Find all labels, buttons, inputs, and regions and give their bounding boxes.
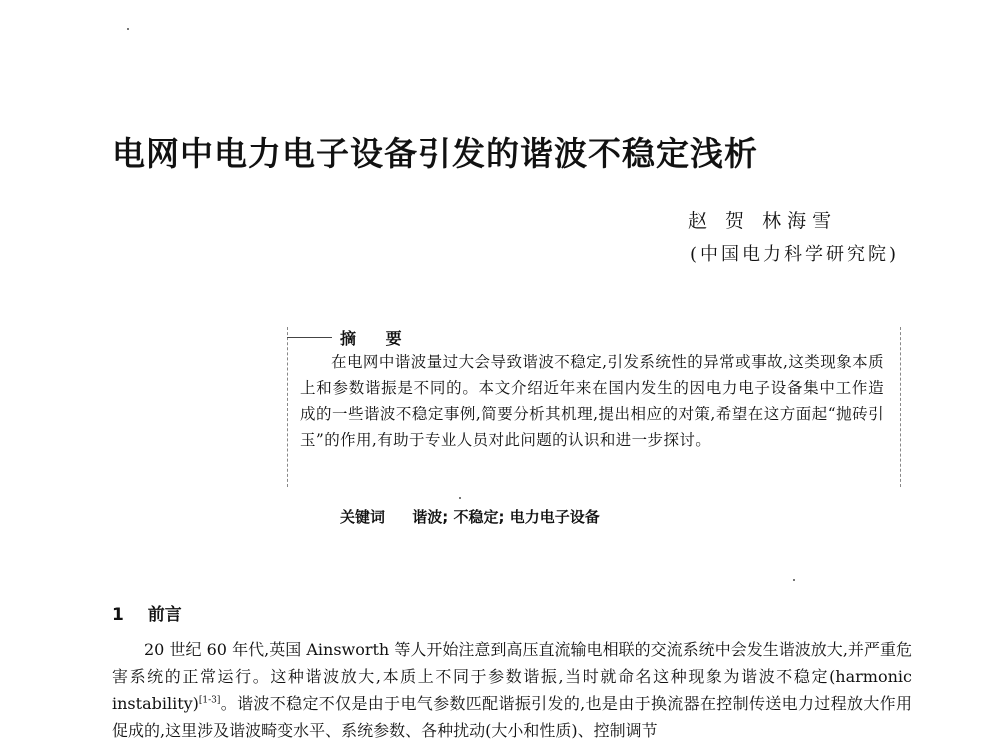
body-text-part-2: 。谐波不稳定不仅是由于电气参数匹配谐振引发的,也是由于换流器在控制传送电力过程放大作用促成的,这里涉及谐波畸变水平、系统参数、各种扰动(大小和性质)、控制调节: [112, 694, 912, 740]
keywords-label: 关键词: [340, 508, 386, 526]
abstract-heading: 摘 要: [340, 329, 414, 348]
keywords-line: [340, 506, 600, 527]
section-title: 前言: [147, 605, 182, 625]
citation-marker: [1-3]: [198, 695, 221, 706]
abstract-text: 在电网中谐波量过大会导致谐波不稳定,引发系统性的异常或事故,这类现象本质上和参数谐振是不同的。本文介绍近年来在国内发生的因电力电子设备集中工作造成的一些谐波不稳定事例,简要分析其机理,提出相应的对策,希望在这方面起“抛砖引玉”的作用,有助于专业人员对此问题的认识和进一步探讨。: [300, 353, 884, 449]
scan-speck: [459, 497, 461, 499]
abstract-rule: [287, 337, 332, 338]
section-body-text: [112, 636, 912, 744]
scan-speck: [793, 579, 795, 581]
scan-speck: [127, 28, 129, 30]
paper-affiliation: (中国电力科学研究院): [690, 244, 900, 265]
paper-authors: 赵 贺 林海雪: [688, 210, 838, 232]
section-number: 1: [112, 605, 124, 625]
section-heading: [112, 600, 182, 625]
keywords-terms: 谐波; 不稳定; 电力电子设备: [412, 508, 600, 526]
body-text-part-1: 20 世纪 60 年代,英国 Ainsworth 等人开始注意到高压直流输电相联的交流系统中会发生谐波放大,并严重危害系统的正常运行。这种谐波放大,本质上不同于参数谐振,当时就命名这种现象为谐波不稳定(harmonic instability): [112, 640, 912, 713]
paper-title: 电网中电力电子设备引发的谐波不稳定浅析: [112, 134, 758, 173]
